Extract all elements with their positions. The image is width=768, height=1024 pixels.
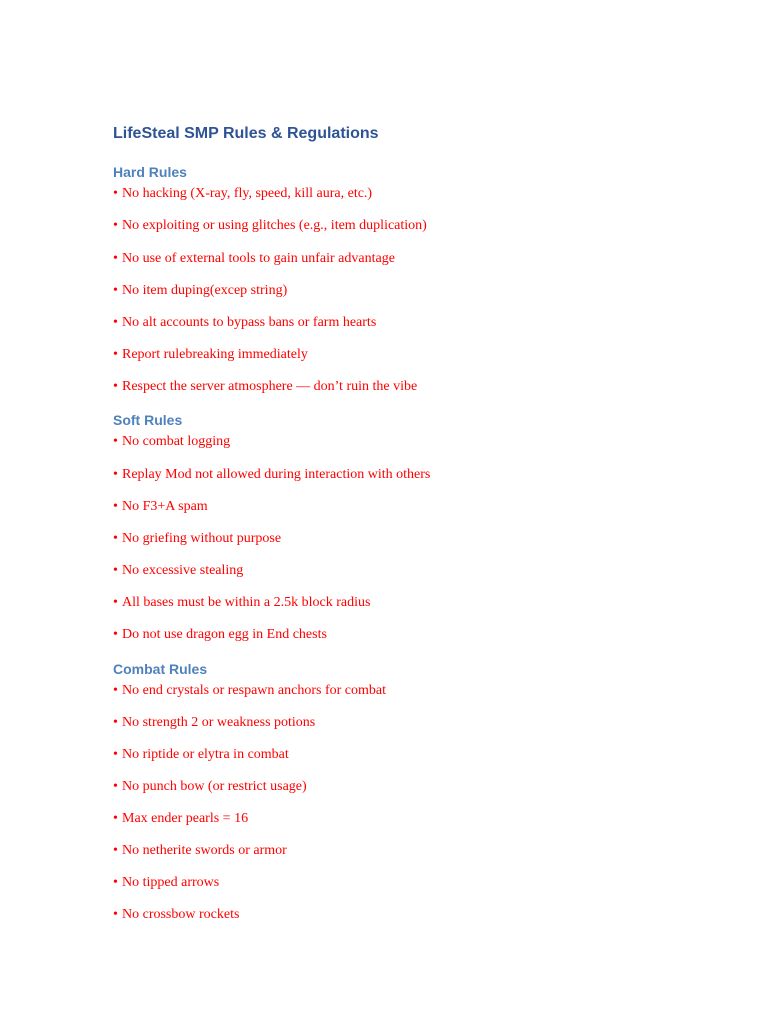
bullet-icon: •	[113, 843, 118, 858]
rule-item	[113, 746, 289, 764]
bullet-icon: •	[113, 627, 118, 642]
rule-item	[113, 562, 243, 580]
bullet-icon: •	[113, 563, 118, 578]
rule-text: Report rulebreaking immediately	[122, 347, 308, 362]
bullet-icon: •	[113, 683, 118, 698]
rule-text: Do not use dragon egg in End chests	[122, 627, 327, 642]
rule-item	[113, 810, 248, 828]
bullet-icon: •	[113, 251, 118, 266]
rule-item	[113, 250, 395, 268]
bullet-icon: •	[113, 186, 118, 201]
bullet-icon: •	[113, 467, 118, 482]
rule-item	[113, 185, 372, 203]
section-heading-hard-rules: Hard Rules	[113, 164, 187, 180]
bullet-icon: •	[113, 315, 118, 330]
section-heading-soft-rules: Soft Rules	[113, 412, 183, 428]
bullet-icon: •	[113, 499, 118, 514]
rule-text: No item duping(excep string)	[122, 283, 288, 298]
bullet-icon: •	[113, 875, 118, 890]
rule-item	[113, 842, 287, 860]
rule-text: No F3+A spam	[122, 499, 208, 514]
rule-item	[113, 530, 281, 548]
rule-item	[113, 217, 427, 235]
rule-text: No crossbow rockets	[122, 907, 240, 922]
rule-text: No use of external tools to gain unfair advantage	[122, 251, 395, 266]
bullet-icon: •	[113, 531, 118, 546]
rule-text: No exploiting or using glitches (e.g., item duplication)	[122, 218, 427, 233]
rule-text: No alt accounts to bypass bans or farm hearts	[122, 315, 377, 330]
bullet-icon: •	[113, 811, 118, 826]
rule-text: No excessive stealing	[122, 563, 244, 578]
section-heading-combat-rules: Combat Rules	[113, 661, 208, 677]
rule-item	[113, 433, 230, 451]
rule-text: No end crystals or respawn anchors for combat	[122, 683, 386, 698]
rule-item	[113, 346, 308, 364]
rule-item	[113, 778, 307, 796]
bullet-icon: •	[113, 218, 118, 233]
rule-text: No hacking (X-ray, fly, speed, kill aura, etc.)	[122, 186, 373, 201]
bullet-icon: •	[113, 283, 118, 298]
rule-text: All bases must be within a 2.5k block radius	[122, 595, 371, 610]
document-title: LifeSteal SMP Rules & Regulations	[113, 125, 379, 142]
bullet-icon: •	[113, 347, 118, 362]
rule-item	[113, 314, 376, 332]
rule-item	[113, 378, 417, 396]
rule-text: No netherite swords or armor	[122, 843, 287, 858]
rule-item	[113, 282, 287, 300]
rule-item	[113, 466, 430, 484]
rule-text: No punch bow (or restrict usage)	[122, 779, 307, 794]
rule-text: Max ender pearls = 16	[122, 811, 249, 826]
bullet-icon: •	[113, 715, 118, 730]
rule-item	[113, 498, 208, 516]
rule-item	[113, 714, 315, 732]
bullet-icon: •	[113, 595, 118, 610]
rule-text: No tipped arrows	[122, 875, 220, 890]
rule-text: No griefing without purpose	[122, 531, 282, 546]
rule-text: No riptide or elytra in combat	[122, 747, 289, 762]
bullet-icon: •	[113, 779, 118, 794]
bullet-icon: •	[113, 434, 118, 449]
rule-item	[113, 682, 386, 700]
rule-item	[113, 874, 219, 892]
rule-item	[113, 626, 327, 644]
bullet-icon: •	[113, 379, 118, 394]
rule-text: Respect the server atmosphere — don’t ruin the vibe	[122, 379, 418, 394]
rule-text: Replay Mod not allowed during interaction with others	[122, 467, 431, 482]
rule-text: No combat logging	[122, 434, 231, 449]
bullet-icon: •	[113, 747, 118, 762]
bullet-icon: •	[113, 907, 118, 922]
rule-item	[113, 594, 370, 612]
rule-text: No strength 2 or weakness potions	[122, 715, 316, 730]
rule-item	[113, 906, 239, 924]
